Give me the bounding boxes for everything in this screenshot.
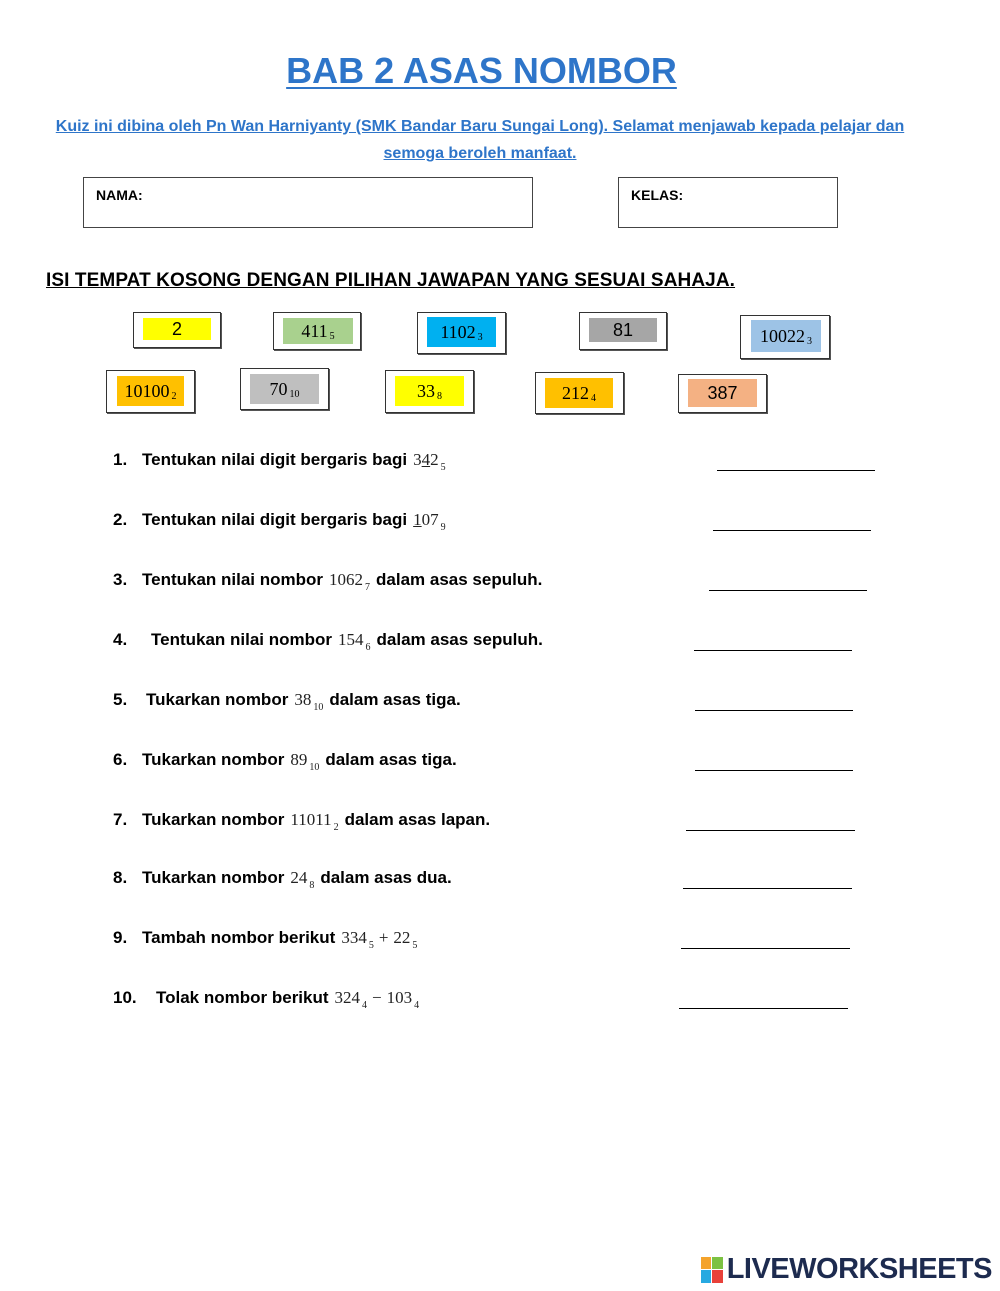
question-text: Tukarkan nombor [142,810,285,829]
question-text: Tentukan nilai nombor [142,570,324,589]
instruction-heading: ISI TEMPAT KOSONG DENGAN PILIHAN JAWAPAN YANG SESUAI SAHAJA. [46,270,736,291]
answer-chip-base: 5 [329,330,335,342]
logo-text: LIVEWORKSHEETS [726,1253,992,1285]
answer-chip[interactable] [678,374,767,413]
question-suffix: dalam asas dua. [320,868,452,887]
nama-label: NAMA: [96,187,143,203]
answer-chip-value: 1102 [440,321,476,342]
math-digits: 154 [338,630,364,649]
question-math [290,750,320,773]
question-text: Tambah nombor berikut [142,928,336,947]
answer-chip-fill [589,318,657,342]
question-row [113,450,452,473]
answer-chip-value: 411 [301,320,328,341]
math-digits: 103 [386,988,413,1007]
question-number: 7. [113,810,128,829]
math-digits: 89 [290,750,308,769]
answer-chip[interactable] [535,372,624,414]
answer-chip-fill [545,378,613,408]
answer-chip-value: 2 [171,318,182,339]
answer-chip-value: 212 [562,382,589,403]
question-text: Tentukan nilai nombor [151,630,333,649]
math-base: 5 [412,940,418,951]
logo-mark-icon [701,1257,723,1283]
answer-chip[interactable] [740,315,830,359]
answer-chip-value: 70 [269,378,288,399]
math-base: 10 [309,762,320,773]
answer-chip[interactable] [417,312,506,354]
question-text: Tentukan nilai digit bergaris bagi [142,450,408,469]
question-math [334,988,420,1011]
math-underlined-digit: 1 [413,510,422,529]
math-operator: − [372,988,382,1007]
answer-chip-fill [117,376,184,406]
question-number: 1. [113,450,128,469]
question-text: Tentukan nilai digit bergaris bagi [142,510,408,529]
math-digits: 324 [334,988,361,1007]
answer-chip[interactable] [133,312,221,348]
math-digits: 2 [430,450,439,469]
math-base: 4 [362,1000,368,1011]
answer-chip-value: 387 [707,382,738,403]
math-base: 4 [414,1000,420,1011]
question-number: 5. [113,690,128,709]
math-base: 7 [365,582,371,593]
page-subtitle: Kuiz ini dibina oleh Pn Wan Harniyanty (SMK Bandar Baru Sungai Long). Selamat menjawab kepada pelajar dan semoga beroleh manfaat. [55,118,905,162]
question-row [113,868,452,891]
question-text: Tukarkan nombor [142,868,285,887]
question-row [113,928,423,951]
answer-chip-base: 8 [437,390,442,402]
answer-blank[interactable] [695,770,853,771]
answer-chip[interactable] [579,312,667,350]
math-digits: 11011 [290,810,332,829]
question-suffix: dalam asas sepuluh. [376,570,543,589]
math-underlined-digit: 4 [421,450,431,469]
math-base: 6 [365,642,371,653]
answer-chip-value: 81 [612,319,634,340]
question-suffix: dalam asas tiga. [329,690,461,709]
math-base: 5 [440,462,446,473]
answer-chip-fill [143,318,211,340]
answer-chip[interactable] [106,370,195,413]
answer-chip[interactable] [273,312,361,350]
answer-chip-fill [427,317,496,347]
answer-blank[interactable] [695,710,853,711]
kelas-field[interactable] [618,177,838,228]
answer-chip-base: 3 [477,331,483,343]
question-row [113,810,491,833]
answer-blank[interactable] [709,590,867,591]
question-suffix: dalam asas tiga. [325,750,457,769]
math-base: 8 [309,880,315,891]
answer-chip-value: 10022 [760,325,805,346]
question-number: 10. [113,988,137,1007]
question-math [338,630,371,653]
kelas-label: KELAS: [631,187,684,203]
question-number: 2. [113,510,128,529]
math-digits: 24 [290,868,308,887]
answer-chip-base: 2 [171,390,177,402]
answer-chip[interactable] [240,368,329,410]
answer-chip-fill [283,318,353,344]
answer-blank[interactable] [713,530,871,531]
answer-chip-fill [751,320,821,352]
question-math [294,690,324,713]
page-title: BAB 2 ASAS NOMBOR [286,50,677,91]
nama-field[interactable] [83,177,533,228]
answer-chip-fill [395,376,464,406]
answer-blank[interactable] [686,830,855,831]
question-math [290,868,315,891]
question-row [113,510,452,533]
math-digits: 22 [393,928,411,947]
answer-chip-base: 3 [807,335,812,347]
answer-blank[interactable] [717,470,875,471]
question-math [413,510,446,533]
math-operator: + [378,928,389,947]
question-number: 4. [113,630,128,649]
answer-chip[interactable] [385,370,474,413]
question-row [113,988,425,1011]
question-suffix: dalam asas sepuluh. [376,630,543,649]
question-text: Tukarkan nombor [142,750,285,769]
answer-chip-value: 10100 [124,380,170,401]
question-row [113,750,457,773]
math-digits: 38 [294,690,312,709]
question-text: Tukarkan nombor [146,690,289,709]
math-base: 9 [440,522,446,533]
question-text: Tolak nombor berikut [156,988,329,1007]
question-math [329,570,371,593]
answer-chip-fill [688,379,757,407]
answer-chip-fill [250,374,319,404]
answer-chip-base: 4 [591,392,596,404]
math-digits: 07 [421,510,439,529]
question-math [413,450,446,473]
question-row [113,570,543,593]
answer-blank[interactable] [694,650,852,651]
liveworksheets-logo [701,1253,992,1286]
math-base: 5 [368,940,374,951]
math-digits: 3 [413,450,422,469]
math-base: 2 [333,822,339,833]
answer-chip-value: 33 [417,380,435,401]
math-base: 10 [313,702,324,713]
question-suffix: dalam asas lapan. [344,810,491,829]
answer-blank[interactable] [681,948,850,949]
answer-blank[interactable] [679,1008,848,1009]
question-number: 9. [113,928,128,947]
question-number: 8. [113,868,128,887]
math-digits: 1062 [329,570,364,589]
math-digits: 334 [341,928,367,947]
question-math [290,810,339,833]
answer-blank[interactable] [683,888,852,889]
question-row [113,630,543,653]
question-number: 3. [113,570,128,589]
question-number: 6. [113,750,128,769]
question-math [341,928,418,951]
question-row [113,690,461,713]
answer-chip-base: 10 [289,388,300,400]
